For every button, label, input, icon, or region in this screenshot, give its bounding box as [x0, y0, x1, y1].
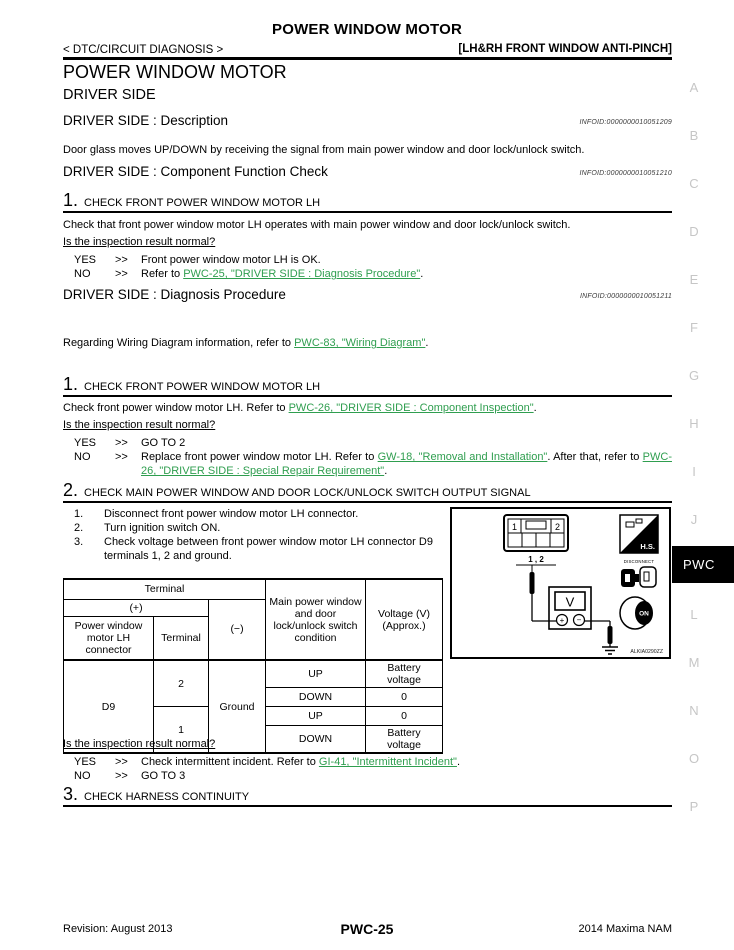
- condition-cell: UP: [266, 660, 366, 688]
- side-tab-o: O: [688, 751, 700, 766]
- inspection-question: Is the inspection result normal?: [63, 738, 216, 750]
- step-title: CHECK FRONT POWER WINDOW MOTOR LH: [84, 381, 321, 393]
- ground-probe: [608, 621, 613, 647]
- result-marker: >>: [115, 770, 128, 782]
- reference-link-special-repair[interactable]: PWC-26, "DRIVER SIDE : Special Repair Requirement": [141, 451, 672, 477]
- step-body: Check that front power window motor LH operates with main power window and door lock/unlock switch.: [63, 219, 571, 231]
- probe-terminals-label: 1 , 2: [528, 555, 544, 564]
- reference-link-removal-installation[interactable]: GW-18, "Removal and Installation": [377, 451, 548, 463]
- step-heading: [63, 190, 320, 211]
- result-row-yes: [74, 253, 672, 267]
- infoid-diagnosis: INFOID:0000000010051211: [579, 293, 672, 300]
- reference-link-diagnosis-procedure[interactable]: PWC-25, "DRIVER SIDE : Diagnosis Procedure": [183, 268, 421, 280]
- step-number: 2.: [63, 480, 79, 500]
- step-number: 1.: [63, 190, 79, 210]
- section-heading-component-check: DRIVER SIDE : Component Function Check: [63, 164, 328, 179]
- ignition-on-label: ON: [639, 610, 649, 618]
- list-text: Disconnect front power window motor LH connector.: [104, 508, 359, 520]
- result-row-no: [74, 769, 672, 783]
- side-tab-m: M: [688, 655, 700, 670]
- side-tab-h: H: [689, 416, 699, 431]
- result-marker: >>: [115, 254, 128, 266]
- disconnect-label: DISCONNECT: [623, 559, 655, 564]
- page-subtitle: DRIVER SIDE: [63, 87, 156, 103]
- step-rule: [63, 211, 672, 213]
- condition-cell: UP: [266, 707, 366, 726]
- step-heading: [63, 374, 320, 395]
- table-header-voltage: Voltage (V) (Approx.): [366, 579, 443, 660]
- connector-cell: D9: [64, 660, 154, 753]
- side-tab-i: I: [692, 464, 696, 479]
- terminal-cell: 2: [154, 660, 209, 707]
- result-text: GO TO 2: [141, 437, 186, 449]
- side-tab-a: A: [689, 80, 699, 95]
- table-header-connector: Power window motor LH connector: [64, 616, 154, 660]
- side-tab-c: C: [689, 176, 699, 191]
- result-row-yes: [74, 436, 672, 450]
- condition-cell: DOWN: [266, 688, 366, 707]
- step-title: CHECK HARNESS CONTINUITY: [84, 791, 250, 803]
- figure-id: ALKIA0290ZZ: [630, 649, 663, 655]
- procedure-list-item: [74, 507, 447, 521]
- step-number: 1.: [63, 374, 79, 394]
- side-tab-pwc-active: PWC: [672, 546, 734, 583]
- wiring-diagram-note: Regarding Wiring Diagram information, refer to PWC-83, "Wiring Diagram".: [63, 337, 429, 349]
- voltmeter-label: V: [565, 594, 575, 610]
- terminal-2-label: 2: [554, 522, 561, 532]
- infoid-description: INFOID:0000000010051209: [579, 119, 672, 126]
- test-probe: [530, 565, 535, 621]
- list-number: 3.: [74, 536, 84, 548]
- result-marker: >>: [115, 437, 128, 449]
- voltage-table: [63, 578, 443, 754]
- ignition-on-icon: [620, 597, 653, 629]
- voltage-cell: 0: [366, 707, 443, 726]
- section-heading-description: DRIVER SIDE : Description: [63, 113, 229, 128]
- terminal-1-label: 1: [511, 522, 518, 532]
- table-header-terminal: Terminal: [64, 579, 266, 599]
- voltage-cell: Battery voltage: [366, 726, 443, 754]
- disconnect-icon: [621, 559, 656, 587]
- inspection-question: Is the inspection result normal?: [63, 236, 216, 248]
- result-marker: >>: [115, 756, 128, 768]
- page-title: POWER WINDOW MOTOR: [63, 62, 287, 82]
- step-body: Check front power window motor LH. Refer to PWC-26, "DRIVER SIDE : Component Inspection".: [63, 402, 537, 414]
- document-title: POWER WINDOW MOTOR: [272, 21, 462, 38]
- result-text: Check intermittent incident. Refer to GI-41, "Intermittent Incident".: [141, 756, 461, 768]
- table-header-terminal-col: Terminal: [154, 616, 209, 660]
- table-header-condition: Main power window and door lock/unlock switch condition: [266, 579, 366, 660]
- step-rule: [63, 501, 672, 503]
- hs-label: H.S.: [640, 542, 655, 551]
- condition-cell: DOWN: [266, 726, 366, 754]
- description-body: Door glass moves UP/DOWN by receiving the signal from main power window and door lock/unlock switch.: [63, 144, 585, 156]
- side-tab-g: G: [688, 368, 700, 383]
- test-figure: [450, 507, 671, 659]
- result-text: GO TO 3: [141, 770, 186, 782]
- ground-icon: [602, 647, 618, 654]
- yes-label: YES: [74, 756, 97, 768]
- result-text: Replace front power window motor LH. Refer to GW-18, "Removal and Installation". After that, refer to PWC-26, "DRIVER SIDE : Special Repair Requirement".: [141, 451, 672, 477]
- infoid-component-check: INFOID:0000000010051210: [579, 170, 672, 177]
- reference-link-intermittent-incident[interactable]: GI-41, "Intermittent Incident": [318, 756, 457, 768]
- procedure-list-item: [74, 535, 447, 563]
- side-tab-j: J: [690, 512, 698, 527]
- plus-terminal-label: +: [559, 616, 565, 625]
- terminal-cell: 1: [154, 707, 209, 754]
- side-tab-l: L: [690, 607, 698, 622]
- side-tab-b: B: [689, 128, 699, 143]
- reference-link-wiring-diagram[interactable]: PWC-83, "Wiring Diagram": [294, 337, 426, 349]
- list-text: Check voltage between front power window motor LH connector D9 terminals 1, 2 and ground.: [104, 536, 433, 562]
- result-row-no: [74, 267, 672, 281]
- step-number: 3.: [63, 784, 79, 804]
- table-header-plus: (+): [64, 599, 209, 616]
- side-tab-p: P: [689, 799, 699, 814]
- voltmeter-icon: [549, 587, 591, 629]
- procedure-list-item: [74, 521, 447, 535]
- no-label: NO: [74, 451, 91, 463]
- result-row-no: [74, 450, 672, 478]
- no-label: NO: [74, 770, 91, 782]
- section-heading-diagnosis: DRIVER SIDE : Diagnosis Procedure: [63, 287, 286, 302]
- list-number: 2.: [74, 522, 84, 534]
- ground-cell: Ground: [209, 660, 266, 753]
- voltage-cell: 0: [366, 688, 443, 707]
- step-heading: [63, 784, 249, 805]
- header-rule: [63, 57, 672, 60]
- step-rule: [63, 805, 672, 807]
- inspection-question: Is the inspection result normal?: [63, 419, 216, 431]
- footer-page-code: PWC-25: [340, 921, 394, 937]
- hs-tool-icon: [620, 515, 658, 553]
- step-rule: [63, 395, 672, 397]
- side-tab-f: F: [690, 320, 698, 335]
- list-number: 1.: [74, 508, 84, 520]
- result-text: Refer to PWC-25, "DRIVER SIDE : Diagnosis Procedure".: [141, 268, 424, 280]
- side-tab-n: N: [689, 703, 699, 718]
- reference-link-component-inspection[interactable]: PWC-26, "DRIVER SIDE : Component Inspection": [288, 402, 534, 414]
- result-row-yes: [74, 755, 672, 769]
- table-header-minus: (−): [209, 599, 266, 660]
- list-text: Turn ignition switch ON.: [104, 522, 221, 534]
- header-variant-label: [LH&RH FRONT WINDOW ANTI-PINCH]: [458, 43, 672, 55]
- no-label: NO: [74, 268, 91, 280]
- yes-label: YES: [74, 437, 97, 449]
- table-row: [64, 660, 443, 688]
- step-title: CHECK MAIN POWER WINDOW AND DOOR LOCK/UNLOCK SWITCH OUTPUT SIGNAL: [84, 487, 531, 499]
- step-title: CHECK FRONT POWER WINDOW MOTOR LH: [84, 197, 321, 209]
- breadcrumb: < DTC/CIRCUIT DIAGNOSIS >: [63, 44, 224, 56]
- step-heading: [63, 480, 531, 501]
- result-marker: >>: [115, 451, 128, 463]
- side-tab-d: D: [689, 224, 699, 239]
- result-marker: >>: [115, 268, 128, 280]
- result-text: Front power window motor LH is OK.: [141, 254, 321, 266]
- footer-revision: Revision: August 2013: [63, 923, 173, 935]
- side-tab-e: E: [689, 272, 699, 287]
- connector-icon: [504, 515, 568, 551]
- yes-label: YES: [74, 254, 97, 266]
- minus-terminal-label: −: [576, 615, 582, 625]
- voltage-cell: Battery voltage: [366, 660, 443, 688]
- footer-model: 2014 Maxima NAM: [578, 923, 672, 935]
